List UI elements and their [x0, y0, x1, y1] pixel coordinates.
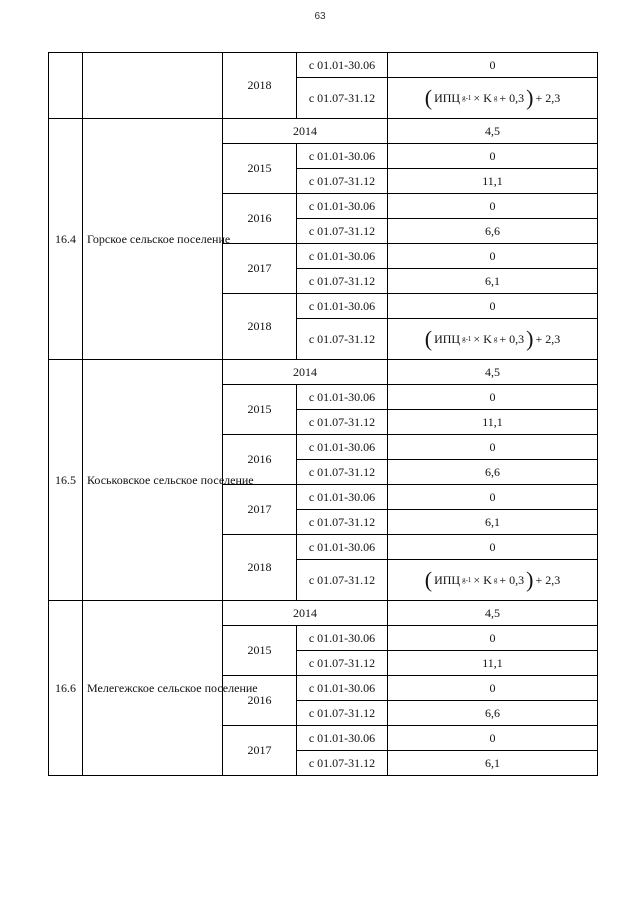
base-value: 4,5 [388, 119, 598, 144]
value-first-half: 0 [388, 294, 598, 319]
formula-paren-open: ( [424, 567, 433, 592]
period-second-half: с 01.07-31.12 [297, 269, 388, 294]
formula-addend: + 0,3 [499, 90, 525, 105]
period-first-half: с 01.01-30.06 [297, 194, 388, 219]
tariff-formula [425, 328, 561, 350]
formula-paren-close: ) [526, 326, 534, 351]
section-number: 16.6 [49, 601, 83, 776]
formula-index: ИПЦ [434, 331, 461, 346]
tariff-table [48, 52, 598, 776]
value-second-half: 11,1 [388, 410, 598, 435]
period-first-half: с 01.01-30.06 [297, 53, 388, 78]
period-second-half: с 01.07-31.12 [297, 510, 388, 535]
value-first-half: 0 [388, 53, 598, 78]
year-cell: 2015 [223, 385, 297, 435]
formula-index-subscript: g-1 [462, 94, 472, 102]
value-second-half [388, 319, 598, 360]
formula-paren-close: ) [526, 85, 534, 110]
tariff-formula [425, 569, 561, 591]
page-number: 63 [314, 11, 326, 22]
settlement-name [83, 53, 223, 119]
formula-coefficient: × K [473, 90, 492, 105]
formula-tail: + 2,3 [535, 90, 561, 105]
period-first-half: с 01.01-30.06 [297, 435, 388, 460]
table-row [49, 119, 598, 144]
formula-coefficient: × K [473, 572, 492, 587]
value-second-half: 11,1 [388, 651, 598, 676]
value-second-half [388, 78, 598, 119]
formula-paren-close: ) [526, 567, 534, 592]
settlement-name: Мелегежское сельское поселение [83, 601, 223, 776]
value-second-half: 6,1 [388, 751, 598, 776]
period-second-half: с 01.07-31.12 [297, 651, 388, 676]
value-first-half: 0 [388, 435, 598, 460]
year-cell: 2016 [223, 435, 297, 485]
tariff-table-body [49, 53, 598, 776]
value-first-half: 0 [388, 726, 598, 751]
base-year: 2014 [223, 360, 388, 385]
period-second-half: с 01.07-31.12 [297, 219, 388, 244]
year-cell: 2016 [223, 194, 297, 244]
year-cell: 2017 [223, 726, 297, 776]
table-row [49, 601, 598, 626]
base-year: 2014 [223, 601, 388, 626]
year-cell: 2015 [223, 144, 297, 194]
formula-coefficient-subscript: g [493, 94, 498, 102]
year-cell: 2018 [223, 535, 297, 601]
formula-tail: + 2,3 [535, 331, 561, 346]
period-second-half: с 01.07-31.12 [297, 701, 388, 726]
formula-addend: + 0,3 [499, 331, 525, 346]
formula-index: ИПЦ [434, 90, 461, 105]
year-cell: 2015 [223, 626, 297, 676]
base-year: 2014 [223, 119, 388, 144]
section-number [49, 53, 83, 119]
value-first-half: 0 [388, 676, 598, 701]
period-second-half: с 01.07-31.12 [297, 410, 388, 435]
value-first-half: 0 [388, 385, 598, 410]
year-cell: 2018 [223, 53, 297, 119]
formula-coefficient-subscript: g [493, 335, 498, 343]
table-row [49, 53, 598, 78]
value-second-half: 6,1 [388, 269, 598, 294]
period-first-half: с 01.01-30.06 [297, 676, 388, 701]
table-row [49, 360, 598, 385]
period-second-half: с 01.07-31.12 [297, 169, 388, 194]
base-value: 4,5 [388, 360, 598, 385]
formula-tail: + 2,3 [535, 572, 561, 587]
period-first-half: с 01.01-30.06 [297, 244, 388, 269]
year-cell: 2017 [223, 244, 297, 294]
period-first-half: с 01.01-30.06 [297, 726, 388, 751]
period-second-half: с 01.07-31.12 [297, 319, 388, 360]
formula-index: ИПЦ [434, 572, 461, 587]
period-second-half: с 01.07-31.12 [297, 78, 388, 119]
period-first-half: с 01.01-30.06 [297, 626, 388, 651]
value-second-half: 6,1 [388, 510, 598, 535]
formula-paren-open: ( [424, 85, 433, 110]
period-second-half: с 01.07-31.12 [297, 560, 388, 601]
value-second-half [388, 560, 598, 601]
value-first-half: 0 [388, 194, 598, 219]
period-first-half: с 01.01-30.06 [297, 535, 388, 560]
year-cell: 2016 [223, 676, 297, 726]
settlement-name: Коськовское сельское поселение [83, 360, 223, 601]
formula-addend: + 0,3 [499, 572, 525, 587]
period-second-half: с 01.07-31.12 [297, 751, 388, 776]
value-first-half: 0 [388, 535, 598, 560]
value-second-half: 11,1 [388, 169, 598, 194]
value-second-half: 6,6 [388, 460, 598, 485]
tariff-formula [425, 87, 561, 109]
section-number: 16.4 [49, 119, 83, 360]
formula-index-subscript: g-1 [462, 576, 472, 584]
formula-coefficient: × K [473, 331, 492, 346]
period-first-half: с 01.01-30.06 [297, 385, 388, 410]
formula-index-subscript: g-1 [462, 335, 472, 343]
value-first-half: 0 [388, 485, 598, 510]
section-number: 16.5 [49, 360, 83, 601]
value-second-half: 6,6 [388, 701, 598, 726]
value-second-half: 6,6 [388, 219, 598, 244]
period-second-half: с 01.07-31.12 [297, 460, 388, 485]
period-first-half: с 01.01-30.06 [297, 485, 388, 510]
period-first-half: с 01.01-30.06 [297, 294, 388, 319]
value-first-half: 0 [388, 626, 598, 651]
formula-paren-open: ( [424, 326, 433, 351]
year-cell: 2017 [223, 485, 297, 535]
year-cell: 2018 [223, 294, 297, 360]
period-first-half: с 01.01-30.06 [297, 144, 388, 169]
settlement-name: Горское сельское поселение [83, 119, 223, 360]
value-first-half: 0 [388, 144, 598, 169]
base-value: 4,5 [388, 601, 598, 626]
value-first-half: 0 [388, 244, 598, 269]
formula-coefficient-subscript: g [493, 576, 498, 584]
